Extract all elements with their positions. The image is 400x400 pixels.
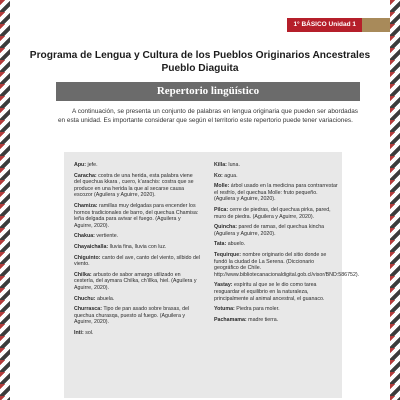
vocabulary-definition: Piedra para moler.: [234, 306, 280, 313]
vocabulary-term: Inti:: [74, 329, 84, 336]
vocabulary-definition: Tipo de pan asado sobre brasas, del quechua churasqa, puesto al fuego. (Aguilera y Aguirre, 2020).: [74, 306, 190, 326]
vocabulary-column-left: [74, 162, 200, 340]
vocabulary-entry: [214, 282, 338, 302]
vocabulary-entry: [214, 251, 360, 278]
vocabulary-definition: cerre de piedras, del quechua pirka, pared, muro de piedra. (Aguilera y Aguirre, 2020).: [214, 206, 331, 220]
vocabulary-entry: [74, 306, 200, 326]
vocabulary-term: Chiguinto:: [74, 254, 101, 261]
vocabulary-term: Chayaichalla:: [74, 243, 109, 250]
vocabulary-definition: pared de ramas, del quechua kincha (Aguilera y Aguirre, 2020).: [214, 224, 325, 237]
vocabulary-entry: [74, 244, 200, 251]
vocabulary-term: Chamiza:: [74, 202, 98, 209]
vocabulary-entry: [74, 296, 200, 303]
vocabulary-term: Chuchu:: [74, 295, 96, 302]
vocabulary-definition: abuelo.: [226, 241, 246, 248]
vocabulary-term: Pachamama:: [214, 316, 247, 323]
vocabulary-term: Tequirque:: [214, 251, 241, 258]
vocabulary-entry: [214, 241, 338, 248]
vocabulary-entry: [74, 233, 200, 240]
vocabulary-term: Pilca:: [214, 206, 229, 213]
vocabulary-entry: [214, 317, 338, 324]
vocabulary-entry: [214, 224, 338, 237]
document-header: [10, 50, 390, 74]
vocabulary-entry: [214, 183, 338, 203]
vocabulary-term: Yastay:: [214, 282, 233, 289]
badge-ribbon: [362, 18, 390, 32]
vocabulary-definition: costra de una herida, esta palabra viene del quechua kkara , cuero, k’arachis: costra que se produce en una herida la que al secarse causa escozor (Aguilera y Aguirre, 2020).: [74, 172, 194, 199]
program-title: Programa de Lengua y Cultura de los Pueblos Originarios Ancestrales: [29, 50, 371, 61]
vocabulary-definition: arbusto de sabor amargo utilizado en cestería, del aymara Chilka, ch’illka, hiel. (Aguilera y Aguirre, 2020).: [74, 271, 197, 291]
vocabulary-definition: agua.: [222, 172, 238, 179]
section-title: Repertorio lingüístico: [156, 85, 260, 97]
vocabulary-definition: canto del ave, canto del viento, silbido del viento.: [74, 254, 201, 268]
vocabulary-entry: [74, 173, 200, 199]
vocabulary-term: Apu:: [74, 162, 87, 168]
vocabulary-definition: espíritu al que se le dio como tarea resguardar el equilibrio en la naturaleza, principalmente al animal ancestral, el guanaco.: [214, 282, 325, 302]
grade-unit-badge: 1° BÁSICO Unidad 1: [287, 18, 362, 32]
vocabulary-definition: abuela.: [95, 295, 115, 302]
vocabulary-definition: sol.: [83, 329, 94, 336]
vocabulary-term: Caracha:: [74, 172, 97, 179]
vocabulary-entry: [214, 207, 338, 220]
vocabulary-entry: [74, 272, 200, 292]
vocabulary-definition: madre tierra.: [246, 316, 279, 323]
decorative-border-left: [0, 0, 10, 400]
vocabulary-entry: [214, 306, 338, 313]
vocabulary-term: Chakua:: [74, 233, 95, 240]
vocabulary-entry: [74, 203, 200, 229]
vocabulary-term: Yotuma:: [214, 306, 235, 313]
vocabulary-term: Tata:: [214, 241, 227, 248]
vocabulary-term: Quincha:: [214, 224, 237, 231]
vocabulary-term: Chilka:: [74, 271, 92, 278]
vocabulary-definition: ramillas muy delgadas para encender los hornos tradicionales de barro, del quechua Chamisa: leña delgada para avivar el fuego. (Aguilera y Aguirre, 2020).: [74, 202, 199, 229]
vocabulary-definition: nombre originario del sitio donde se fundó la ciudad de La Serena. (Diccionario geográfico de Chile. http://www.bibliotecanacionaldigital.gob.cl/visor/BND:586752).: [214, 251, 360, 278]
vocabulary-term: Ko:: [214, 172, 223, 179]
vocabulary-entry: [74, 330, 200, 337]
vocabulary-column-right: [214, 162, 360, 327]
vocabulary-term: Molle:: [214, 183, 230, 190]
vocabulary-definition: jefe.: [86, 162, 98, 168]
vocabulary-entry: [74, 162, 200, 169]
decorative-border-right: [390, 0, 400, 400]
vocabulary-definition: árbol usado en la medicina para contrarrestar el resfrío, del quechua Molle: fruto pequeño. (Aguilera y Aguirre, 2020).: [214, 183, 338, 203]
vocabulary-entry: [214, 162, 338, 169]
vocabulary-term: Churrasca:: [74, 306, 102, 313]
section-title-bar: [56, 82, 360, 101]
vocabulary-definition: vertiente.: [94, 233, 119, 240]
vocabulary-card: [64, 152, 360, 398]
vocabulary-entry: [214, 173, 338, 180]
vocabulary-term: Killa:: [214, 162, 227, 168]
vocabulary-entry: [74, 255, 200, 268]
vocabulary-definition: luna.: [226, 162, 240, 168]
vocabulary-definition: lluvia fina, lluvia con luz.: [108, 243, 167, 250]
intro-paragraph: A continuación, se presenta un conjunto de palabras en lengua originaria que pueden ser abordadas en esta unidad. Es importante considerar que según el territorio este repertorio puede tener variaciones.: [58, 108, 358, 124]
people-title: Pueblo Diaguita: [161, 63, 239, 74]
